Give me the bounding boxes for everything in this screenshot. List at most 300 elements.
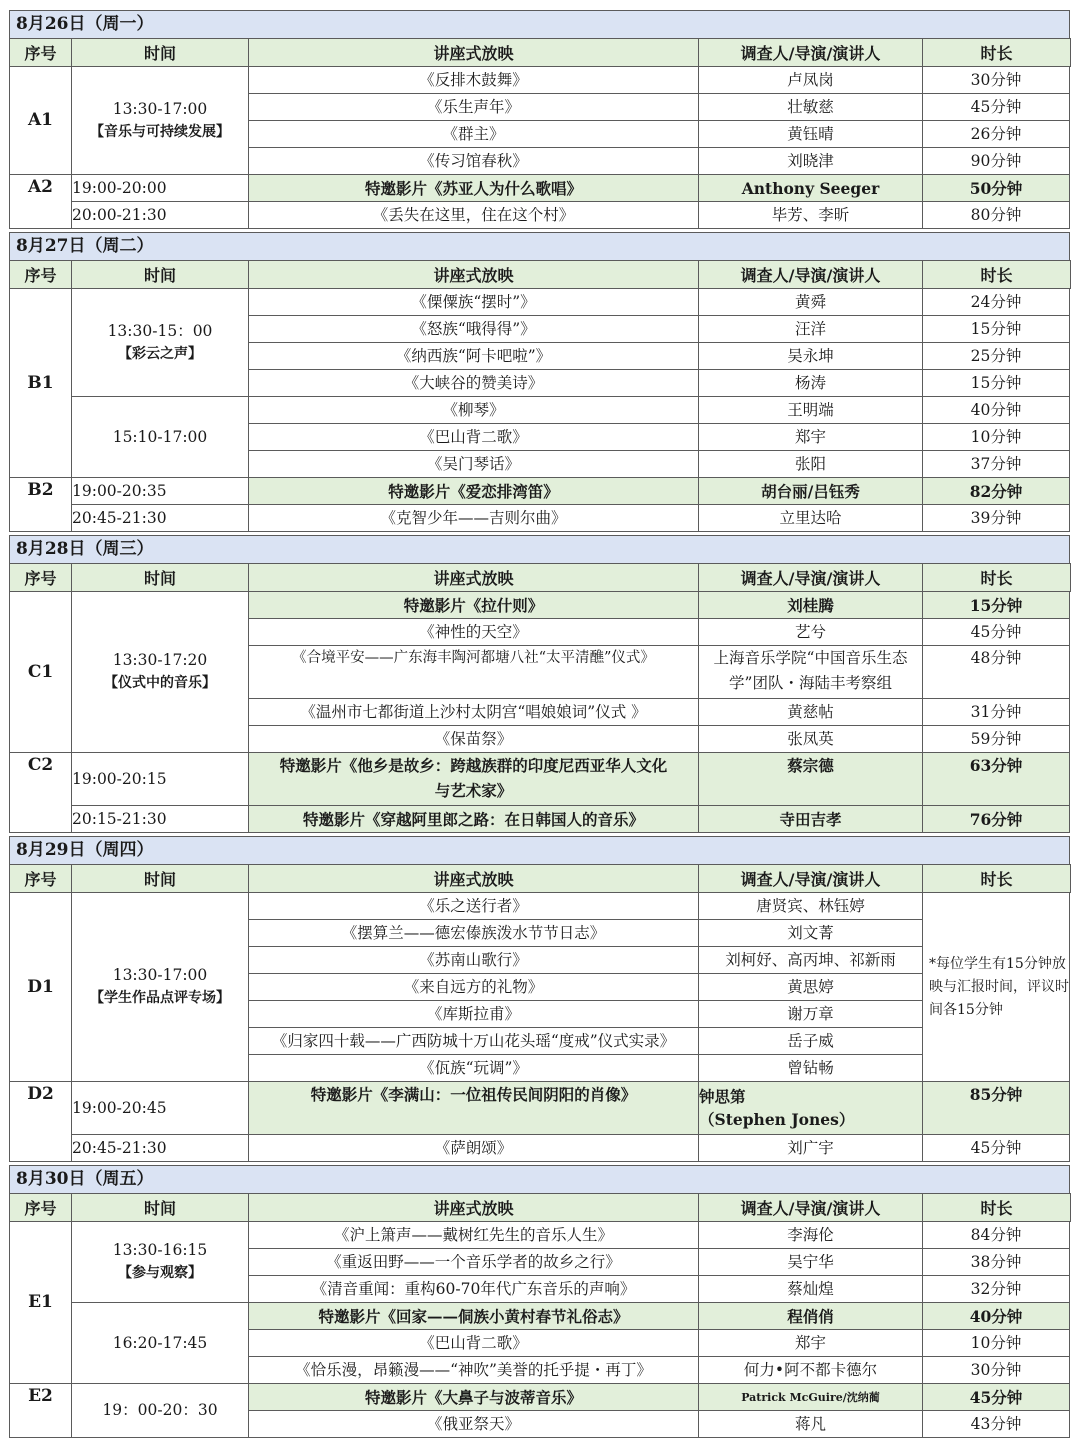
topic-text: 【学生作品点评专场】 — [90, 990, 230, 1006]
film-title — [248, 450, 699, 478]
film-duration — [922, 752, 1070, 806]
film-person — [698, 1248, 923, 1276]
film-duration-text: 90分钟 — [970, 151, 1022, 170]
film-person — [698, 1302, 923, 1330]
film-title-text: 《苏南山歌行》 — [419, 950, 528, 969]
film-person-text: 程俏俏 — [787, 1306, 834, 1326]
session-note — [922, 892, 1070, 1082]
film-duration — [922, 591, 1070, 619]
film-title-text: 《佤族“玩调”》 — [419, 1058, 528, 1077]
film-title — [248, 1027, 699, 1055]
session-id — [9, 752, 72, 833]
session-id-text: D1 — [27, 976, 54, 997]
day-header-text: 8月29日（周四） — [16, 840, 154, 860]
film-person — [698, 1410, 923, 1438]
column-header-0-text: 序号 — [24, 870, 57, 889]
film-title — [248, 1248, 699, 1276]
film-duration — [922, 1302, 1070, 1330]
column-header-2-text: 讲座式放映 — [433, 266, 514, 285]
film-duration — [922, 1329, 1070, 1357]
column-header-2 — [248, 260, 699, 289]
session-id-text: E1 — [28, 1292, 53, 1312]
film-title — [248, 725, 699, 753]
film-person-text: 岳子威 — [787, 1031, 834, 1050]
time-cell — [71, 1383, 249, 1438]
film-person-text: 寺田吉孝 — [779, 809, 842, 829]
time-cell — [71, 805, 249, 833]
film-title — [248, 1000, 699, 1028]
film-duration-text: 45分钟 — [970, 1138, 1022, 1157]
film-duration-text: 80分钟 — [970, 205, 1022, 224]
film-person-text: 李海伦 — [787, 1225, 834, 1244]
column-header-2 — [248, 38, 699, 67]
film-person — [698, 752, 923, 806]
film-title-text: 《乐生声年》 — [426, 97, 520, 116]
film-title — [248, 315, 699, 343]
film-duration-text: 45分钟 — [969, 1387, 1023, 1407]
film-title-text: 《吴门琴话》 — [426, 454, 520, 473]
film-duration — [922, 1275, 1070, 1303]
time-text: 20:45-21:30 — [72, 1138, 167, 1157]
film-person-text: 上海音乐学院“中国音乐生态学”团队・海陆丰考察组 — [713, 649, 908, 692]
column-header-3-text: 调查人/导演/演讲人 — [740, 870, 881, 889]
session-id — [9, 288, 72, 478]
film-duration-text: 37分钟 — [970, 454, 1022, 473]
time-cell — [71, 1302, 249, 1384]
film-person — [698, 120, 923, 148]
topic-text: 【音乐与可持续发展】 — [90, 123, 230, 140]
film-person-text: 张凤英 — [787, 729, 834, 748]
topic-text: 【参与观察】 — [118, 1265, 202, 1281]
time-cell — [71, 504, 249, 532]
column-header-1-text: 时间 — [143, 1199, 176, 1218]
film-duration — [922, 618, 1070, 646]
time-cell — [71, 477, 249, 505]
column-header-1 — [71, 1193, 249, 1222]
film-person-text: 何力•阿不都卡德尔 — [743, 1360, 878, 1379]
time-text: 19:00-20:45 — [72, 1098, 167, 1117]
day-header-text: 8月26日（周一） — [16, 14, 154, 34]
film-duration — [922, 423, 1070, 451]
film-title-text: 《重返田野——一个音乐学者的故乡之行》 — [326, 1252, 621, 1271]
session-id — [9, 66, 72, 175]
film-person-text: 钟思第 — [699, 1087, 746, 1106]
film-person-text: 张阳 — [794, 454, 826, 473]
film-title — [248, 66, 699, 94]
column-header-3-text: 调查人/导演/演讲人 — [740, 569, 881, 588]
column-header-0-text: 序号 — [24, 569, 57, 588]
film-duration-text: 32分钟 — [970, 1279, 1022, 1298]
film-title-text: 《神性的天空》 — [419, 622, 528, 641]
film-duration-text: 43分钟 — [970, 1414, 1022, 1433]
time-text: 13:30-17:20 — [112, 651, 208, 669]
column-header-2 — [248, 563, 699, 592]
film-title — [248, 946, 699, 974]
column-header-4 — [922, 38, 1071, 67]
film-person — [698, 618, 923, 646]
time-text: 13:30-17:00 — [112, 99, 208, 118]
film-title-text: 《温州市七都街道上沙村太阴宫“唱娘娘词”仪式 》 — [300, 702, 647, 721]
film-duration — [922, 201, 1070, 229]
time-cell — [71, 288, 249, 397]
column-header-1-text: 时间 — [143, 266, 176, 285]
film-person — [698, 892, 923, 920]
film-person — [698, 1329, 923, 1357]
film-title-text: 特邀影片《李满山：一位祖传民间阴阳的肖像》 — [310, 1085, 637, 1104]
session-id-text: B1 — [27, 372, 54, 393]
film-person — [698, 288, 923, 316]
column-header-3 — [698, 38, 923, 67]
film-title-text: 《丢失在这里，住在这个村》 — [372, 205, 575, 224]
time-text: 20:15-21:30 — [72, 809, 167, 828]
film-duration-text: 82分钟 — [969, 481, 1023, 501]
film-duration — [922, 1410, 1070, 1438]
day-header — [9, 1165, 1070, 1194]
film-person-text: 黄思婷 — [787, 977, 834, 996]
film-duration — [922, 504, 1070, 532]
session-id — [9, 1221, 72, 1384]
film-title — [248, 504, 699, 532]
film-duration — [922, 174, 1070, 202]
film-duration-text: 63分钟 — [969, 756, 1023, 775]
session-id — [9, 174, 72, 229]
session-id-text: D2 — [27, 1084, 54, 1104]
column-header-0-text: 序号 — [24, 44, 57, 63]
film-title — [248, 1329, 699, 1357]
film-duration-text: 85分钟 — [969, 1085, 1023, 1104]
film-duration-text: 31分钟 — [970, 702, 1022, 721]
film-person — [698, 1356, 923, 1384]
film-person-text: 卢凤岗 — [787, 70, 834, 89]
film-person-text: 蔡宗德 — [787, 756, 834, 775]
film-title-text: 《克智少年——吉则尔曲》 — [380, 508, 567, 527]
film-person-text: 黄慈帖 — [787, 702, 834, 721]
film-title — [248, 973, 699, 1001]
film-duration — [922, 698, 1070, 726]
film-title-text: 《归家四十载——广西防城十万山花头瑶“度戒”仪式实录》 — [271, 1031, 676, 1050]
film-person-text: 曾钻畅 — [787, 1058, 834, 1077]
film-title-text: 《大峡谷的赞美诗》 — [403, 373, 544, 392]
time-text: 13:30-17:00 — [112, 966, 208, 984]
time-cell — [71, 1134, 249, 1162]
film-person-text: 刘桂腾 — [787, 595, 834, 615]
film-title — [248, 698, 699, 726]
film-title — [248, 645, 699, 699]
column-header-4 — [922, 260, 1071, 289]
film-duration — [922, 369, 1070, 397]
film-person — [698, 919, 923, 947]
film-person — [698, 973, 923, 1001]
column-header-1-text: 时间 — [143, 44, 176, 63]
film-duration — [922, 1134, 1070, 1162]
film-person — [698, 1275, 923, 1303]
film-person-text: Anthony Seeger — [741, 178, 880, 198]
film-title-text: 特邀影片《爱恋排湾笛》 — [388, 481, 559, 501]
film-duration — [922, 450, 1070, 478]
day-header-text: 8月27日（周二） — [16, 236, 154, 256]
film-title-text: 《传习馆春秋》 — [419, 151, 528, 170]
session-id-text: C2 — [27, 755, 54, 775]
time-text: 20:45-21:30 — [72, 508, 167, 527]
film-person — [698, 369, 923, 397]
column-header-3-text: 调查人/导演/演讲人 — [740, 266, 881, 285]
film-person — [698, 725, 923, 753]
time-cell — [71, 752, 249, 806]
time-cell — [71, 1221, 249, 1303]
film-person-text: （Stephen Jones） — [699, 1110, 855, 1129]
film-person-text: 郑宇 — [794, 1333, 826, 1352]
session-id-text: A1 — [27, 110, 54, 130]
film-duration — [922, 645, 1070, 699]
film-person — [698, 342, 923, 370]
time-text: 13:30-16:15 — [112, 1241, 208, 1259]
column-header-0-text: 序号 — [24, 1199, 57, 1218]
time-text: 13:30-15：00 — [107, 321, 213, 340]
day-header — [9, 535, 1070, 564]
film-duration — [922, 1081, 1070, 1135]
film-person-text: 壮敏慈 — [787, 97, 834, 116]
film-duration-text: 10分钟 — [970, 1333, 1022, 1352]
film-person — [698, 591, 923, 619]
film-duration — [922, 1248, 1070, 1276]
film-duration — [922, 805, 1070, 833]
film-duration-text: 48分钟 — [970, 649, 1022, 667]
column-header-4-text: 时长 — [980, 1199, 1013, 1218]
column-header-1 — [71, 563, 249, 592]
film-duration — [922, 477, 1070, 505]
film-title-text: 《来自远方的礼物》 — [403, 977, 544, 996]
film-person — [698, 1134, 923, 1162]
column-header-1-text: 时间 — [143, 569, 176, 588]
film-duration-text: 15分钟 — [970, 373, 1022, 392]
film-title-text: 特邀影片《穿越阿里郎之路：在日韩国人的音乐》 — [302, 809, 644, 829]
film-duration-text: 76分钟 — [969, 809, 1023, 829]
film-person — [698, 477, 923, 505]
film-duration-text: 40分钟 — [970, 400, 1022, 419]
film-person — [698, 423, 923, 451]
film-title-text: 特邀影片《大鼻子与波蒂音乐》 — [364, 1387, 582, 1407]
film-title-text: 《保苗祭》 — [434, 729, 513, 748]
time-text: 15:10-17:00 — [112, 427, 208, 446]
film-title-text: 《库斯拉甫》 — [426, 1004, 520, 1023]
column-header-0 — [9, 563, 72, 592]
film-person — [698, 396, 923, 424]
column-header-2-text: 讲座式放映 — [433, 870, 514, 889]
time-cell — [71, 591, 249, 753]
film-title — [248, 618, 699, 646]
film-title-text: 《柳琴》 — [442, 400, 505, 419]
film-title — [248, 1275, 699, 1303]
time-text: 19：00-20：30 — [102, 1401, 218, 1419]
film-title — [248, 1054, 699, 1082]
film-duration-text: 25分钟 — [970, 346, 1022, 365]
film-title — [248, 1081, 699, 1135]
film-title-text: 《巴山背二歌》 — [419, 427, 528, 446]
film-title — [248, 369, 699, 397]
column-header-2 — [248, 864, 699, 893]
film-title — [248, 591, 699, 619]
film-person — [698, 1027, 923, 1055]
column-header-3-text: 调查人/导演/演讲人 — [740, 1199, 881, 1218]
film-person-text: 吴宁华 — [787, 1252, 834, 1271]
film-person — [698, 1000, 923, 1028]
film-title-text: 《反排木鼓舞》 — [419, 70, 528, 89]
film-title — [248, 342, 699, 370]
film-title-text: 《合境平安——广东海丰陶河都塘八社“太平清醮”仪式》 — [292, 650, 655, 666]
column-header-3 — [698, 864, 923, 893]
film-title — [248, 174, 699, 202]
time-text: 19:00-20:15 — [72, 769, 167, 788]
time-cell — [71, 1081, 249, 1135]
film-title — [248, 805, 699, 833]
session-note-text: *每位学生有15分钟放映与汇报时间，评议时间各15分钟 — [929, 955, 1069, 1018]
film-person-text: 胡台丽/吕钰秀 — [761, 481, 860, 501]
film-person — [698, 1081, 923, 1135]
film-person-text: 唐贤宾、林钰婷 — [756, 896, 865, 915]
film-duration — [922, 1383, 1070, 1411]
film-duration — [922, 396, 1070, 424]
film-title — [248, 396, 699, 424]
film-duration-text: 30分钟 — [970, 1360, 1022, 1379]
film-title-text: 特邀影片《苏亚人为什么歌唱》 — [364, 178, 582, 198]
film-title-text: 《群主》 — [442, 124, 505, 143]
film-person — [698, 504, 923, 532]
film-title-text: 特邀影片《回家——侗族小黄村春节礼俗志》 — [318, 1306, 629, 1326]
film-duration-text: 24分钟 — [970, 292, 1022, 311]
film-person-text: 艺兮 — [794, 622, 826, 641]
session-id — [9, 1383, 72, 1438]
column-header-1 — [71, 864, 249, 893]
film-title-text: 《傈僳族“摆时”》 — [411, 292, 536, 311]
film-person — [698, 1221, 923, 1249]
column-header-4 — [922, 864, 1071, 893]
column-header-4-text: 时长 — [980, 266, 1013, 285]
time-cell — [71, 396, 249, 478]
film-duration — [922, 1221, 1070, 1249]
film-person — [698, 450, 923, 478]
film-person — [698, 645, 923, 699]
film-person-text: 黄舜 — [794, 292, 826, 311]
film-title-text: 《沪上箫声——戴树红先生的音乐人生》 — [333, 1225, 613, 1244]
film-duration — [922, 66, 1070, 94]
day-header — [9, 232, 1070, 261]
film-title-text: 《乐之送行者》 — [419, 896, 528, 915]
day-header — [9, 10, 1070, 39]
film-title — [248, 423, 699, 451]
session-id-text: A2 — [27, 177, 54, 197]
time-text: 16:20-17:45 — [112, 1333, 208, 1352]
column-header-2-text: 讲座式放映 — [433, 1199, 514, 1218]
session-id — [9, 892, 72, 1082]
column-header-0 — [9, 38, 72, 67]
column-header-2 — [248, 1193, 699, 1222]
topic-text: 【彩云之声】 — [118, 345, 202, 362]
time-text: 20:00-21:30 — [72, 205, 167, 224]
film-title — [248, 919, 699, 947]
session-id — [9, 477, 72, 532]
film-title — [248, 1221, 699, 1249]
film-title — [248, 93, 699, 121]
film-duration — [922, 342, 1070, 370]
film-duration-text: 30分钟 — [970, 70, 1022, 89]
session-id-text: E2 — [28, 1386, 53, 1406]
film-title — [248, 147, 699, 175]
column-header-2-text: 讲座式放映 — [433, 44, 514, 63]
film-title — [248, 120, 699, 148]
column-header-1 — [71, 38, 249, 67]
column-header-4-text: 时长 — [980, 569, 1013, 588]
film-duration-text: 45分钟 — [970, 97, 1022, 116]
film-title-text: 《纳西族“阿卡吧啦”》 — [395, 346, 552, 365]
film-duration-text: 38分钟 — [970, 1252, 1022, 1271]
day-header — [9, 836, 1070, 865]
column-header-4 — [922, 1193, 1071, 1222]
column-header-1 — [71, 260, 249, 289]
session-id-text: C1 — [27, 661, 54, 682]
column-header-3 — [698, 1193, 923, 1222]
film-duration-text: 45分钟 — [970, 622, 1022, 641]
film-duration-text: 15分钟 — [969, 595, 1023, 615]
film-title — [248, 892, 699, 920]
film-title-text: 《俄亚祭天》 — [426, 1414, 520, 1433]
film-person — [698, 93, 923, 121]
film-person — [698, 1383, 923, 1411]
film-person-text: 吴永坤 — [787, 346, 834, 365]
film-title-text: 《巴山背二歌》 — [419, 1333, 528, 1352]
film-title-text: 《怒族“哦得得”》 — [411, 319, 536, 338]
column-header-0 — [9, 864, 72, 893]
film-title — [248, 1302, 699, 1330]
film-duration-text: 59分钟 — [970, 729, 1022, 748]
column-header-3 — [698, 563, 923, 592]
film-person-text: 汪洋 — [794, 319, 826, 338]
film-person — [698, 147, 923, 175]
film-person-text: 黄钰晴 — [787, 124, 834, 143]
film-title — [248, 752, 699, 806]
film-person-text: 刘晓津 — [787, 151, 834, 170]
film-person-text: 刘柯妤、高丙坤、祁新雨 — [725, 950, 896, 969]
film-duration-text: 10分钟 — [970, 427, 1022, 446]
column-header-0 — [9, 260, 72, 289]
time-cell — [71, 892, 249, 1082]
column-header-0-text: 序号 — [24, 266, 57, 285]
film-person-text: 杨涛 — [794, 373, 826, 392]
film-duration-text: 39分钟 — [970, 508, 1022, 527]
film-title — [248, 477, 699, 505]
session-id — [9, 1081, 72, 1162]
film-person — [698, 805, 923, 833]
column-header-4 — [922, 563, 1071, 592]
film-person-text: 蔡灿煌 — [787, 1279, 834, 1298]
film-person — [698, 201, 923, 229]
time-cell — [71, 66, 249, 175]
film-title — [248, 1410, 699, 1438]
film-title — [248, 201, 699, 229]
film-person-text: 王明端 — [787, 400, 834, 419]
column-header-1-text: 时间 — [143, 870, 176, 889]
film-title — [248, 1383, 699, 1411]
session-id-text: B2 — [27, 480, 54, 500]
film-duration — [922, 120, 1070, 148]
day-header-text: 8月28日（周三） — [16, 539, 154, 559]
film-person — [698, 1054, 923, 1082]
film-duration — [922, 1356, 1070, 1384]
column-header-3-text: 调查人/导演/演讲人 — [740, 44, 881, 63]
film-duration-text: 40分钟 — [969, 1306, 1023, 1326]
film-title — [248, 288, 699, 316]
film-title — [248, 1356, 699, 1384]
film-person — [698, 66, 923, 94]
